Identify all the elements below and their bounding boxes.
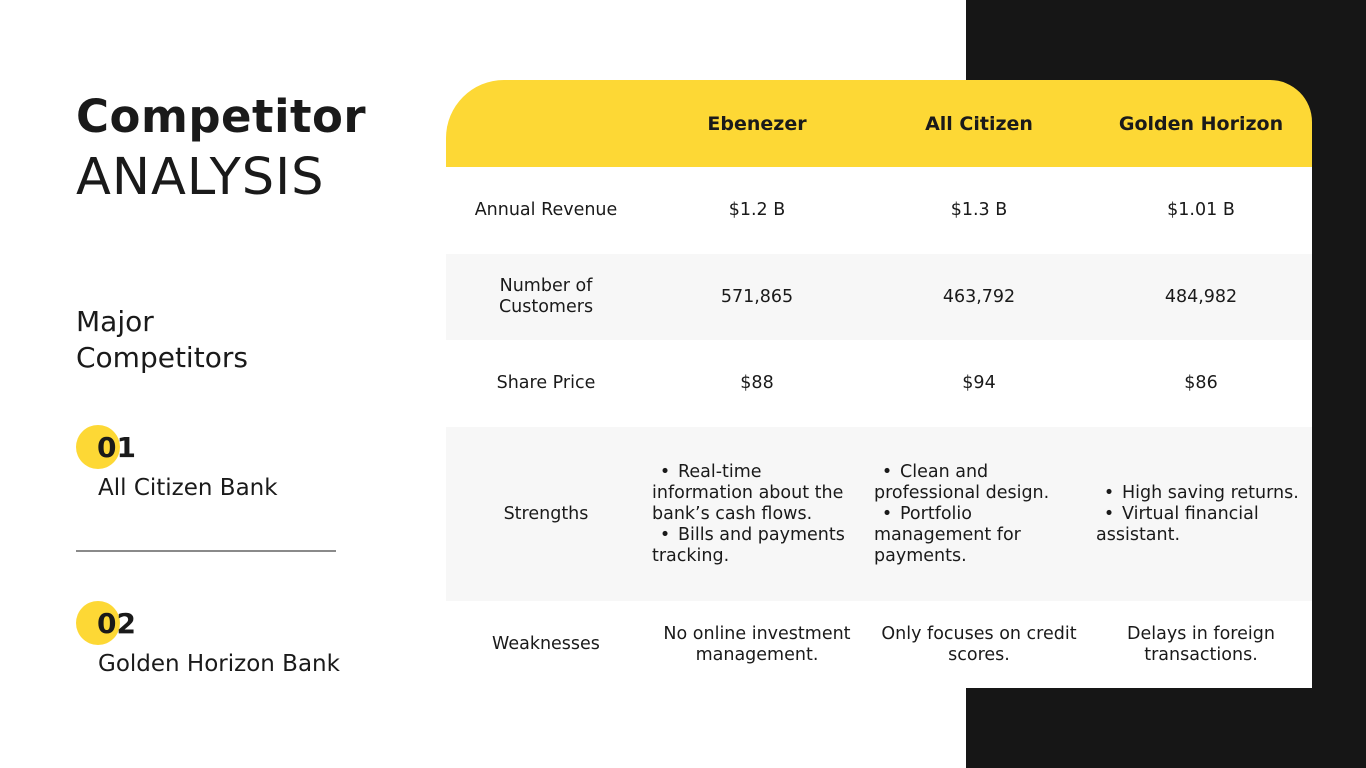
bullet-icon: • <box>659 524 671 545</box>
cell-revenue-golden-horizon: $1.01 B <box>1090 167 1312 254</box>
title-competitor: Competitor <box>76 90 367 143</box>
divider <box>76 550 336 552</box>
bullet-icon: • <box>881 461 893 482</box>
list-item: • Clean and professional design. <box>874 461 1050 503</box>
cell-weakness-all-citizen: Only focuses on credit scores. <box>868 601 1090 688</box>
bullet-icon: • <box>659 461 671 482</box>
cell-revenue-all-citizen: $1.3 B <box>868 167 1090 254</box>
cell-share-ebenezer: $88 <box>646 340 868 427</box>
major-competitors-heading <box>76 304 248 376</box>
header-golden-horizon: Golden Horizon <box>1090 80 1312 167</box>
list-item: • Bills and payments tracking. <box>652 524 845 566</box>
row-label-number-of-customers: Number of Customers <box>446 254 646 340</box>
table-header-row <box>446 80 1312 167</box>
header-all-citizen: All Citizen <box>868 80 1090 167</box>
bullet-icon: • <box>1103 482 1115 503</box>
comparison-table <box>446 80 1312 688</box>
title-analysis: ANALYSIS <box>76 148 325 207</box>
cell-customers-ebenezer: 571,865 <box>646 254 868 340</box>
strengths-list-all-citizen <box>874 462 1084 567</box>
cell-share-golden-horizon: $86 <box>1090 340 1312 427</box>
competitor-1-name: All Citizen Bank <box>98 475 278 501</box>
competitor-2-name: Golden Horizon Bank <box>98 651 340 677</box>
list-item: • Portfolio management for payments. <box>874 503 1021 566</box>
strengths-list-golden-horizon <box>1096 483 1306 546</box>
cell-revenue-ebenezer: $1.2 B <box>646 167 868 254</box>
row-label-share-price: Share Price <box>446 340 646 427</box>
row-label-annual-revenue: Annual Revenue <box>446 167 646 254</box>
table-row <box>446 601 1312 688</box>
list-item: • Real-time information about the bank’s cash flows. <box>652 461 844 524</box>
cell-customers-all-citizen: 463,792 <box>868 254 1090 340</box>
cell-weakness-golden-horizon: Delays in foreign transactions. <box>1090 601 1312 688</box>
cell-strengths-ebenezer <box>646 427 868 601</box>
table-row <box>446 254 1312 340</box>
cell-strengths-all-citizen <box>868 427 1090 601</box>
list-item: • Virtual financial assistant. <box>1096 503 1259 545</box>
list-item: • High saving returns. <box>1096 483 1306 504</box>
cell-strengths-golden-horizon <box>1090 427 1312 601</box>
table-row <box>446 340 1312 427</box>
major-competitors-line1: Major <box>76 305 154 338</box>
bullet-icon: • <box>881 503 893 524</box>
header-ebenezer: Ebenezer <box>646 80 868 167</box>
row-label-strengths: Strengths <box>446 427 646 601</box>
cell-weakness-ebenezer: No online investment management. <box>646 601 868 688</box>
major-competitors-line2: Competitors <box>76 341 248 374</box>
table-row <box>446 427 1312 601</box>
cell-share-all-citizen: $94 <box>868 340 1090 427</box>
row-label-weaknesses: Weaknesses <box>446 601 646 688</box>
header-empty <box>446 80 646 167</box>
bullet-icon: • <box>1103 503 1115 524</box>
competitor-2-number: 02 <box>97 607 136 640</box>
competitor-1-number: 01 <box>97 431 136 464</box>
cell-customers-golden-horizon: 484,982 <box>1090 254 1312 340</box>
table-row <box>446 167 1312 254</box>
strengths-list-ebenezer <box>652 462 862 567</box>
